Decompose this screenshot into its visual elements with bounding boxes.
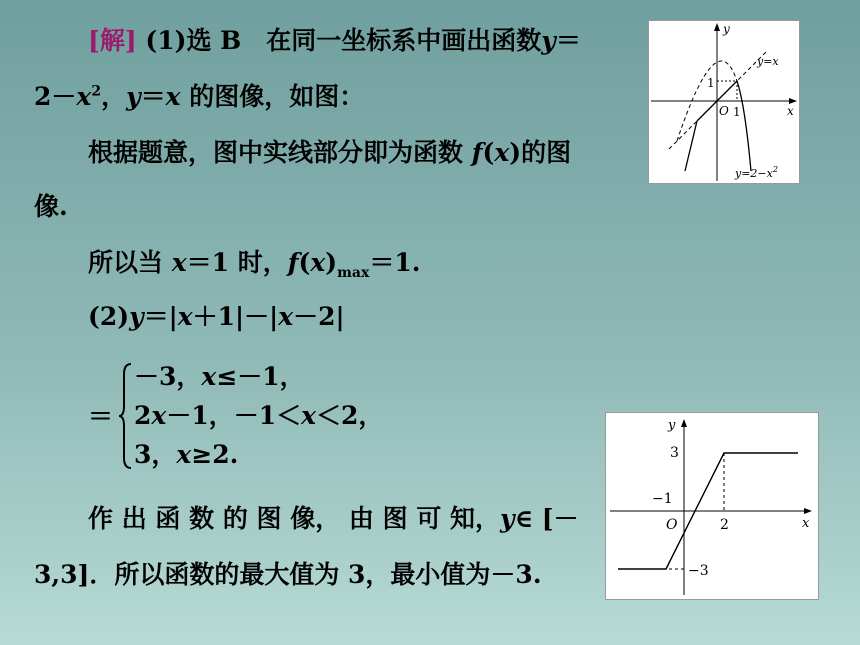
x-axis-arrow — [804, 508, 812, 514]
c2-a: 2 — [134, 401, 152, 430]
x-axis-label: x — [787, 104, 794, 118]
var-y: y — [500, 504, 515, 533]
line-8 — [34, 560, 542, 590]
solution-tag: [解] — [88, 26, 137, 55]
l4: 像. — [34, 192, 68, 221]
brace — [118, 362, 132, 470]
var-x: x — [278, 302, 294, 331]
figure-parabola-line — [648, 20, 800, 184]
tick-x-1: 1 — [733, 105, 741, 119]
tick-m3: −3 — [688, 563, 709, 579]
l2-a: 2－ — [34, 82, 77, 111]
eq-sign: ＝ — [88, 402, 114, 431]
l2-b: ， — [101, 82, 127, 111]
line-5 — [88, 248, 421, 281]
l6-a: (2) — [88, 302, 130, 331]
case-3 — [134, 440, 238, 470]
tick-x-2: 2 — [720, 517, 729, 533]
var-x: x — [301, 401, 317, 430]
line-4 — [34, 192, 68, 222]
tick-m1: −1 — [652, 491, 673, 507]
label-parabola: $y=2-x^2$ — [735, 165, 778, 180]
l5-d: ) — [325, 248, 338, 277]
c1-b: ≤－1， — [216, 362, 305, 391]
tick-y-3: 3 — [670, 445, 679, 461]
origin-label: O — [719, 104, 729, 118]
var-f: f — [287, 248, 299, 277]
y-axis-label: y — [723, 22, 730, 36]
line-1 — [88, 26, 581, 56]
var-x: x — [76, 82, 92, 111]
c2-c: ＜2， — [316, 401, 384, 430]
y-axis-arrow — [681, 419, 687, 427]
c1-a: －3， — [134, 362, 202, 391]
line-3 — [88, 138, 571, 168]
x-axis-label: x — [802, 516, 810, 531]
y-axis-arrow — [714, 23, 720, 31]
piecewise-eq-sign — [88, 402, 113, 432]
line-6 — [88, 302, 345, 332]
l3-c: )的图 — [509, 138, 572, 167]
var-x: x — [310, 248, 326, 277]
l5-b: ＝1 时， — [186, 248, 288, 277]
var-x: x — [171, 248, 187, 277]
parabola-solid-left — [685, 121, 697, 171]
var-f: f — [471, 138, 483, 167]
l5-a: 所以当 — [88, 248, 172, 277]
sub-max: max — [337, 265, 370, 281]
case-1 — [134, 362, 305, 392]
var-y: y — [541, 26, 556, 55]
l6-c: ＋1|－| — [192, 302, 279, 331]
solid-part — [697, 81, 751, 171]
origin-label: O — [666, 517, 678, 533]
c3-a: 3， — [134, 440, 177, 469]
l2-c: ＝ — [140, 82, 166, 111]
l5-c: ( — [298, 248, 311, 277]
l1-text: (1)选 B 在同一坐标系中画出函数 — [145, 26, 542, 55]
c3-b: ≥2. — [191, 440, 239, 469]
l6-d: －2| — [293, 302, 345, 331]
eq: ＝ — [555, 26, 581, 55]
line-7 — [88, 504, 579, 534]
y-axis-label: y — [668, 418, 676, 433]
var-x: x — [151, 401, 167, 430]
l2-d: 的图像，如图： — [180, 82, 365, 111]
var-x: x — [494, 138, 510, 167]
tick-y-1: 1 — [707, 76, 715, 90]
label-line: y=x — [757, 55, 779, 68]
l7-a: 作 出 函 数 的 图 像， 由 图 可 知， — [88, 504, 501, 533]
l5-e: ＝1. — [369, 248, 421, 277]
var-y: y — [126, 82, 141, 111]
l3-b: ( — [482, 138, 495, 167]
var-x: x — [176, 440, 192, 469]
exp-2: 2 — [91, 83, 102, 100]
c2-b: －1，－1＜ — [166, 401, 302, 430]
var-y: y — [129, 302, 144, 331]
var-x: x — [201, 362, 217, 391]
figure-piecewise — [605, 412, 819, 600]
var-x: x — [165, 82, 181, 111]
line-2 — [34, 82, 364, 112]
var-x: x — [177, 302, 193, 331]
case-2 — [134, 401, 383, 431]
l7-b: ∈ [－ — [514, 504, 579, 533]
l8: 3,3]．所以函数的最大值为 3，最小值为－3. — [34, 560, 542, 589]
l3-a: 根据题意，图中实线部分即为函数 — [88, 138, 472, 167]
l6-b: ＝| — [143, 302, 178, 331]
